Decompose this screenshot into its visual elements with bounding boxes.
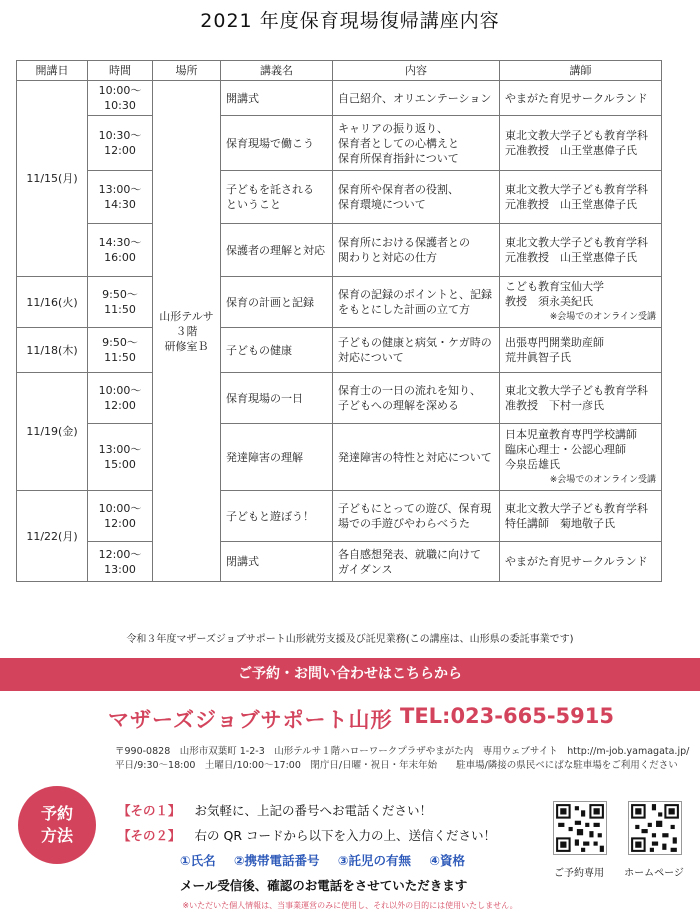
table-row [17,224,662,277]
table-header-row [17,61,662,81]
reservation-badge [18,786,96,864]
time-line: 14:30 [104,198,136,211]
content-line: 子どもの健康と病気・ケガ時の [338,336,492,349]
instructor-cell [500,542,662,582]
time-cell [88,424,153,491]
content-line: をもとにした計画の立て方 [338,303,470,316]
place-line: ３階 [175,324,198,338]
content-line: 保育者としての心構えと [338,136,459,150]
lecture-line: 発達障害の理解 [226,450,303,464]
lecture-line: ということ [226,198,281,211]
table-row [17,424,662,491]
method-2-text: 右の QR コードから以下を入力の上、送信ください！ [194,828,496,843]
content-cell [333,542,500,582]
required-items [180,851,479,869]
organization-name: マザーズジョブサポート山形 [108,708,393,732]
confirm-note: メール受信後、確認のお電話をさせていただきます [180,878,468,893]
place-line: 研修室Ｂ [164,339,209,353]
content-cell [333,424,500,491]
content-cell [333,373,500,424]
content-line: キャリアの振り返り、 [338,121,448,135]
time-cell [88,81,153,116]
date-cell: 11/16(火) [17,277,88,328]
header-instructor: 講師 [500,61,662,81]
lecture-line: 閉講式 [226,555,259,568]
method-2-key: 【その２】 [118,828,181,843]
content-line: 保育の記録のポイントと、記録 [338,288,492,301]
time-line: 9:50～ [102,288,138,301]
date-cell: 11/15(月) [17,81,88,277]
instructor-line: 日本児童教育専門学校講師 [505,427,637,441]
time-line: 14:30～ [98,236,142,249]
header-date: 開講日 [17,61,88,81]
place-cell [153,81,221,582]
phone-number[interactable]: TEL:023-665-5915 [400,704,614,728]
address-block [115,745,689,773]
time-line: 10:30～ [98,129,142,142]
schedule-table [16,60,662,582]
instructor-line: 准教授 下村一彦氏 [505,399,604,412]
time-cell [88,491,153,542]
lecture-cell [221,277,333,328]
lecture-line: 保護者の理解と対応 [226,243,325,257]
content-line: 保育所保育指針について [338,151,459,165]
content-cell [333,328,500,373]
instructor-line: 臨床心理士・公認心理師 [505,442,626,456]
header-place: 場所 [153,61,221,81]
page-title: 2021 年度保育現場復帰講座内容 [200,10,500,32]
item-childcare: ③託児の有無 [337,853,411,868]
funding-note: 令和３年度マザーズジョブサポート山形就労支援及び託児業務(この講座は、山形県の委託事業です) [126,634,574,645]
instructor-cell [500,424,662,491]
lecture-line: 保育現場で働こう [226,136,314,150]
content-line: 発達障害の特性と対応について [338,450,492,464]
time-line: 15:00 [104,458,136,471]
instructor-line: 東北文教大学子ども教育学科 [505,502,648,515]
method-1-text: お気軽に、上記の番号へお電話ください！ [194,803,433,818]
content-cell [333,81,500,116]
content-cell [333,171,500,224]
instructor-line: 東北文教大学子ども教育学科 [505,129,648,142]
time-line: 12:00～ [98,547,142,561]
time-line: 10:30 [104,99,136,112]
item-license: ④資格 [429,853,465,868]
lecture-line: 子どもの健康 [226,343,292,357]
instructor-line: 元准教授 山王堂惠偉子氏 [505,251,637,264]
time-line: 9:50～ [102,336,138,349]
lecture-cell [221,491,333,542]
instructor-cell [500,224,662,277]
instructor-line: 出張専門開業助産師 [505,336,604,349]
header-content: 内容 [333,61,500,81]
content-line: ガイダンス [338,562,393,576]
content-line: 対応について [338,351,404,364]
time-line: 13:00 [104,562,136,576]
method-1-key: 【その１】 [118,803,181,818]
qr-code-reservation[interactable] [553,801,607,855]
content-cell [333,491,500,542]
content-line: 保育所における保護者との [338,236,470,249]
instructor-cell [500,81,662,116]
contact-banner: ご予約・お問い合わせはこちらから [0,658,700,691]
instructor-line: 特任講師 菊地敬子氏 [505,517,615,530]
instructor-cell [500,328,662,373]
instructor-line: 東北文教大学子ども教育学科 [505,236,648,249]
lecture-line: 子どもと遊ぼう！ [226,509,314,523]
lecture-cell [221,328,333,373]
time-line: 11:50 [104,351,136,364]
time-line: 13:00～ [98,443,142,456]
lecture-cell [221,424,333,491]
reservation-label-1: 予約 [40,804,73,823]
lecture-line: 子どもを託される [226,183,314,196]
content-cell [333,116,500,171]
instructor-line: こども教育宝仙大学 [505,280,604,293]
date-cell: 11/18(木) [17,328,88,373]
instructor-line: 元准教授 山王堂惠偉子氏 [505,198,637,211]
hours-line: 平日/9:30～18:00 土曜日/10:00～17:00 閉庁日/日曜・祝日・年末年始 駐車場/隣接の県民ベにばな駐車場をご利用ください [115,760,678,771]
content-cell [333,224,500,277]
method-2 [118,826,496,844]
time-line: 13:00～ [98,183,142,196]
instructor-cell [500,277,662,328]
time-line: 10:00～ [98,84,142,97]
date-cell: 11/22(月) [17,491,88,582]
lecture-cell [221,116,333,171]
content-line: 関わりと対応の仕方 [338,251,437,264]
time-line: 10:00～ [98,502,142,515]
time-cell [88,116,153,171]
instructor-cell [500,491,662,542]
instructor-line: 教授 須永美紀氏 [505,295,593,308]
address-line: 〒990-0828 山形市双葉町 1-2-3 山形テルサ１階ハローワークプラザやまがた内 専用ウェブサイト http://m-job.yamagata.jp/ [115,746,690,757]
time-cell [88,277,153,328]
qr-label-homepage: ホームページ [624,868,684,879]
table-row [17,171,662,224]
instructor-line: 荒井眞智子氏 [505,351,571,364]
date-cell: 11/19(金) [17,373,88,491]
online-note: ※会場でのオンライン受講 [549,474,656,485]
item-phone: ②携帯電話番号 [233,853,320,868]
time-cell [88,542,153,582]
table-row [17,116,662,171]
time-cell [88,224,153,277]
instructor-line: やまがた育児サークルランド [505,555,648,568]
time-line: 12:00 [104,144,136,157]
table-row [17,491,662,542]
time-cell [88,373,153,424]
privacy-footnote: ※いただいた個人情報は、当事業運営のみに使用し、それ以外の目的には使用いたしません。 [182,901,518,910]
content-line: 保育士の一日の流れを知り、 [338,384,481,397]
qr-label-reservation: ご予約専用 [554,868,604,879]
header-time: 時間 [88,61,153,81]
lecture-line: 保育の計画と記録 [226,295,314,309]
content-line: 保育所や保育者の役割、 [338,183,459,196]
content-line: 各自感想発表、就職に向けて [338,547,481,561]
time-line: 16:00 [104,251,136,264]
instructor-line: 東北文教大学子ども教育学科 [505,384,648,397]
instructor-line: 今泉岳雄氏 [505,457,560,471]
instructor-cell [500,171,662,224]
time-line: 10:00～ [98,384,142,397]
time-line: 12:00 [104,399,136,412]
item-name: ①氏名 [180,853,216,868]
lecture-cell [221,373,333,424]
lecture-cell [221,224,333,277]
online-note: ※会場でのオンライン受講 [549,312,656,322]
content-line: 場での手遊びやわらべうた [338,517,470,530]
time-cell [88,328,153,373]
lecture-line: 開講式 [226,91,259,105]
lecture-cell [221,81,333,116]
instructor-line: 東北文教大学子ども教育学科 [505,183,648,196]
instructor-line: やまがた育児サークルランド [505,91,648,105]
table-row [17,277,662,328]
instructor-cell [500,116,662,171]
lecture-cell [221,171,333,224]
table-row [17,542,662,582]
reservation-label-2: 方法 [40,826,73,845]
time-line: 12:00 [104,517,136,530]
time-line: 11:50 [104,303,136,316]
table-row [17,81,662,116]
lecture-cell [221,542,333,582]
content-line: 子どもへの理解を深める [338,399,459,412]
content-line: 自己紹介、オリエンテーション [338,91,492,105]
content-line: 保育環境について [338,198,426,211]
method-1 [118,801,432,819]
content-line: 子どもにとっての遊び、保育現 [338,502,492,515]
table-row [17,373,662,424]
table-row [17,328,662,373]
instructor-cell [500,373,662,424]
time-cell [88,171,153,224]
lecture-line: 保育現場の一日 [226,391,303,405]
instructor-line: 元准教授 山王堂惠偉子氏 [505,144,637,157]
place-line: 山形テルサ [159,309,214,323]
qr-code-homepage[interactable] [628,801,682,855]
content-cell [333,277,500,328]
header-lecture: 講義名 [221,61,333,81]
